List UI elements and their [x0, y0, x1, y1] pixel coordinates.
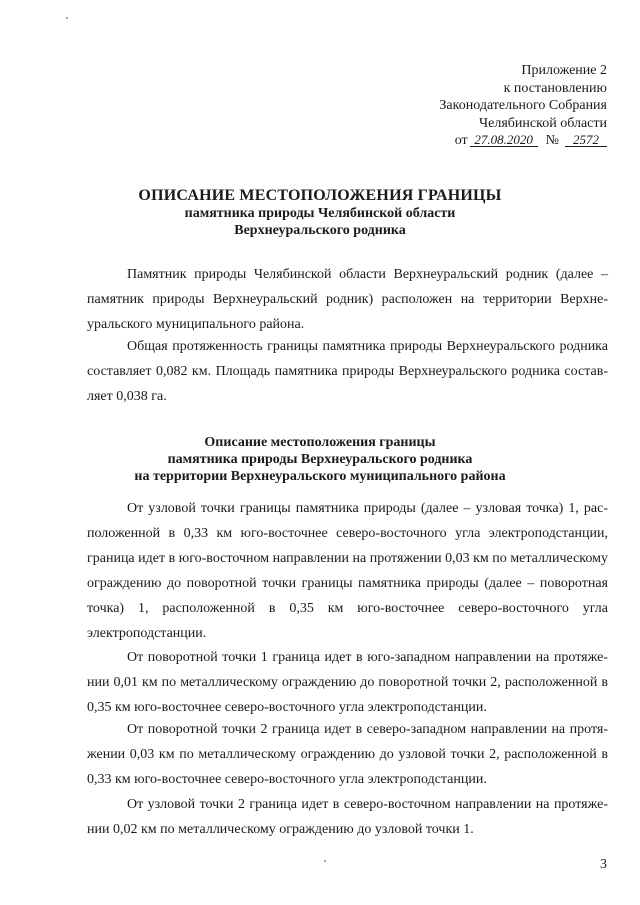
- body-paragraph-1: От узловой точки границы памятника природы (далее – узловая точка) 1, расположенной в 0,33 км юго-восточнее северо-восточного угла электроподстанции, граница идет в юго-восточном направлении на протяжении 0,03 км по металлическому ограждению до поворотной точки границы памятника природы (далее – поворотная точка) 1, расположенной в 0,35 км юго-восточнее северо-восточного угла электроподстанции.: [87, 501, 608, 641]
- section-line-3: на территории Верхнеуральского муниципального района: [134, 469, 506, 484]
- page-number: 3: [600, 857, 607, 872]
- body-paragraph-4: От узловой точки 2 граница идет в северо-восточном направлении на протяжении 0,02 км по металлическому ограждению до узловой точки 1.: [87, 797, 608, 837]
- scan-speck: [324, 860, 326, 862]
- section-line-2: памятника природы Верхнеуральского родника: [167, 452, 473, 467]
- scan-speck: [66, 17, 68, 19]
- appendix-line-1: Приложение 2: [521, 63, 607, 78]
- section-line-1: Описание местоположения границы: [204, 435, 436, 450]
- title-line-2: памятника природы Челябинской области: [184, 206, 456, 221]
- body-paragraph-3: От поворотной точки 2 граница идет в северо-западном направлении на протяжении 0,03 км по металлическому ограждению до узловой точки 2, расположенной в 0,33 км юго-восточнее северо-восточного угла электроподстанции.: [87, 722, 608, 787]
- appendix-header: [439, 62, 607, 150]
- body-paragraph-2: От поворотной точки 1 граница идет в юго-западном направлении на протяжении 0,01 км по металлическому ограждению до поворотной точки 2, расположенной в 0,35 км юго-восточнее северо-восточного угла электроподстанции.: [87, 650, 608, 715]
- title-line-3: Верхнеуральского родника: [234, 223, 406, 238]
- document-title: [0, 186, 640, 239]
- intro-paragraph-1: Памятник природы Челябинской области Верхнеуральский родник (далее – памятник природы Верхнеуральский родник) расположен на территории Верхнеуральского муниципального района.: [87, 267, 608, 332]
- number-sign: №: [545, 133, 559, 148]
- resolution-date: 27.08.2020: [470, 133, 538, 147]
- intro-paragraph-2: Общая протяженность границы памятника природы Верхнеуральского родника составляет 0,082 км. Площадь памятника природы Верхнеуральского родника составляет 0,038 га.: [87, 339, 608, 404]
- appendix-date-line: [439, 132, 607, 150]
- title-line-1: ОПИСАНИЕ МЕСТОПОЛОЖЕНИЯ ГРАНИЦЫ: [138, 187, 502, 204]
- appendix-line-2: к постановлению: [503, 80, 607, 96]
- resolution-number: 2572: [565, 133, 607, 147]
- from-label: от: [454, 133, 468, 148]
- appendix-line-3: Законодательного Собрания: [439, 98, 607, 113]
- appendix-line-4: Челябинской области: [479, 115, 607, 131]
- section-heading: [0, 434, 640, 485]
